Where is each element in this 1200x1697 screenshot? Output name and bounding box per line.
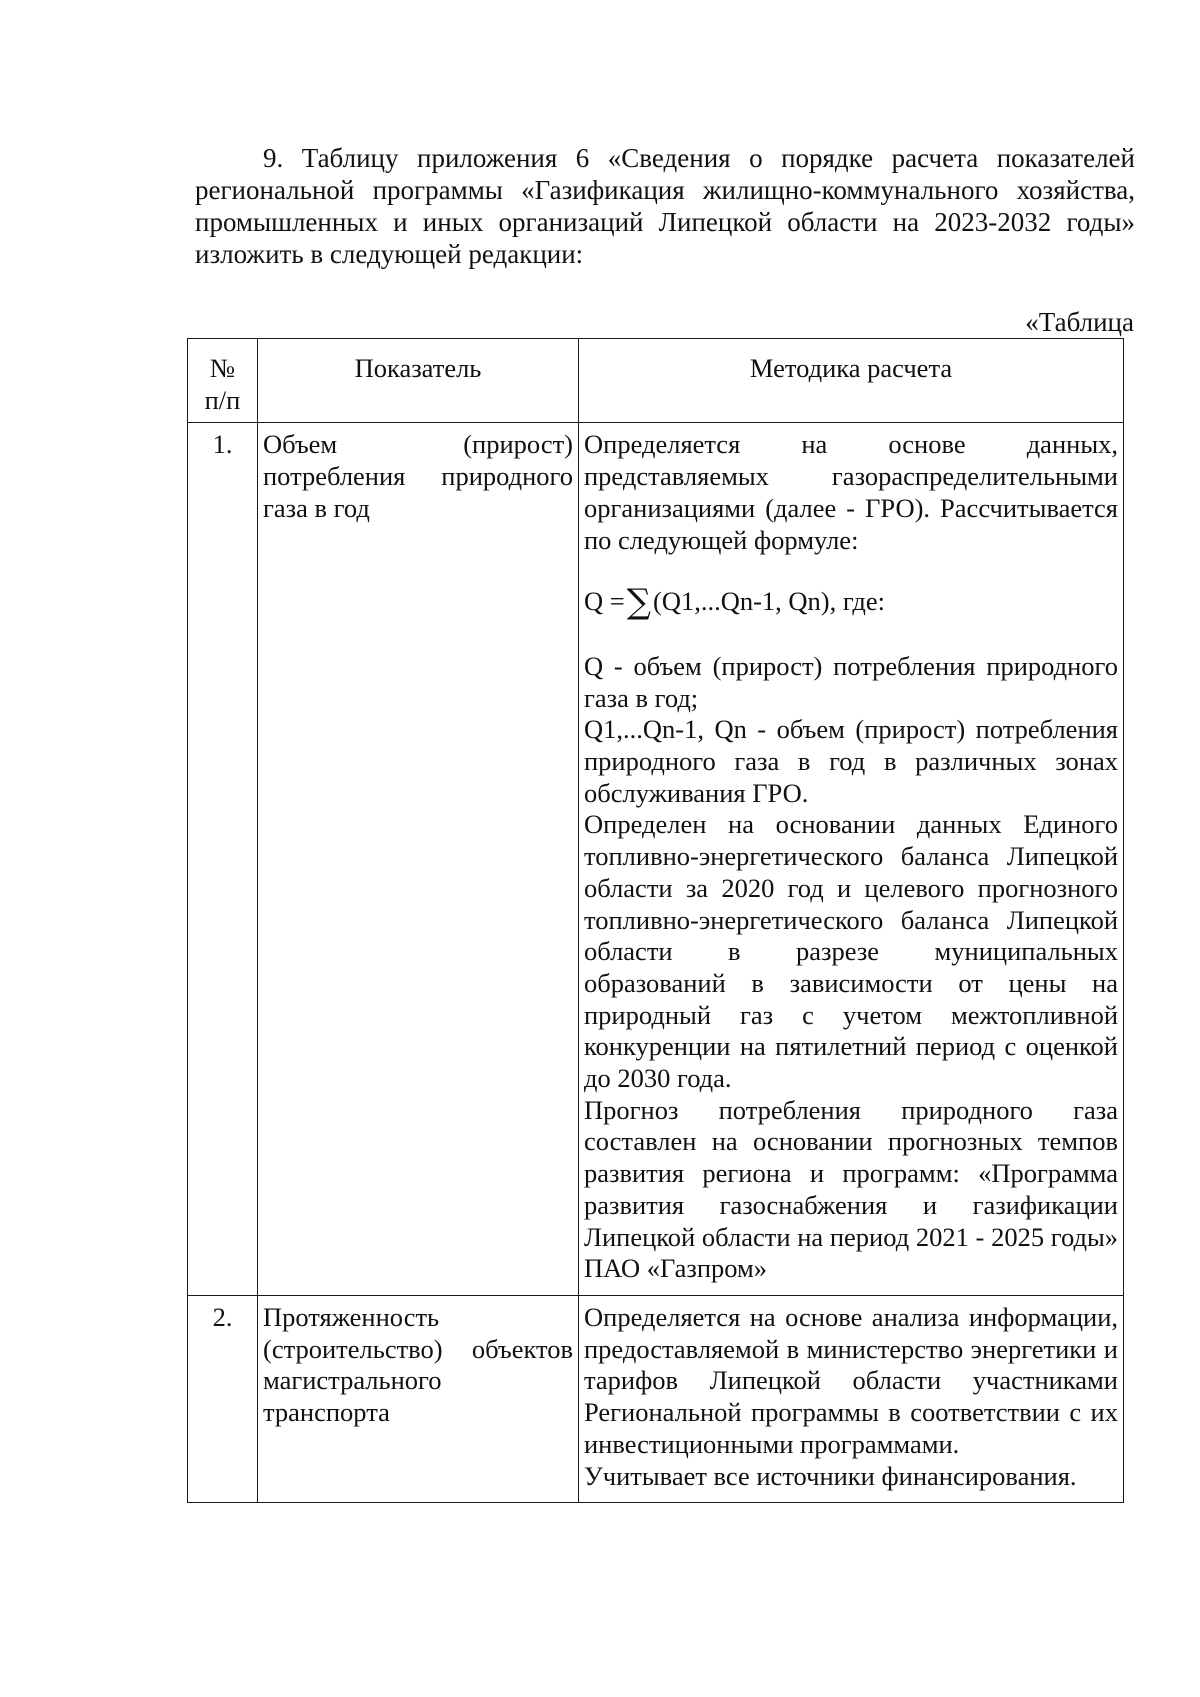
table-body [188,423,1124,1503]
table-caption: «Таблица [1025,307,1134,337]
method-paragraph-3: Прогноз потребления природного газа составлен на основании прогнозных темпов развития региона и программ: «Программа развития газоснабжения и газификации Липецкой области на период 2021 - 2025 годы» ПАО «Газпром» [584,1094,1118,1284]
sum-sign: ∑ [626,582,651,623]
formula-left: Q = [584,586,625,617]
header-num-line2: п/п [204,384,241,415]
method-intro: Определяется на основе данных, представляемых газораспределительными организациями (далее - ГРО). Рассчитывается по следующей формуле: [584,429,1118,555]
method-paragraph-2: Определен на основании данных Единого топливно-энергетического баланса Липецкой области за 2020 год и целевого прогнозного топливно-энергетического баланса Липецкой области в разрезе муниципальных образований в зависимости от цены на природный газ с учетом межтопливной конкуренции на пятилетний период с оценкой до 2030 года. [584,809,1118,1094]
row-method [579,423,1124,1296]
method-paragraph-2: Учитывает все источники финансирования. [584,1460,1077,1491]
method-paragraph-1: Определяется на основе анализа информации, предоставляемой в министерство энергетики и тарифов Липецкой области участниками Региональной программы в соответствии с их инвестиционными программами. [584,1301,1118,1459]
row-number: 1. [188,423,258,1296]
header-indicator: Показатель [258,339,579,423]
definition-q: Q - объем (прирост) потребления природного газа в год; [584,650,1118,713]
table-row [188,423,1124,1296]
header-num-line1: № [209,353,236,383]
definition-qn: Q1,...Qn-1, Qn - объем (прирост) потребления природного газа в год в различных зонах обслуживания ГРО. [584,714,1118,808]
formula-right: (Q1,...Qn-1, Qn), где: [653,586,886,617]
table-header [188,339,1124,423]
header-method: Методика расчета [579,339,1124,423]
row-indicator: Протяженность (строительство) объектов магистрального транспорта [258,1295,579,1502]
table-row [188,1295,1124,1502]
formula [584,582,1118,623]
intro-paragraph: 9. Таблицу приложения 6 «Сведения о порядке расчета показателей региональной программы «Газификация жилищно-коммунального хозяйства, промышленных и иных организаций Липецкой области на 2023-2032 годы» изложить в следующей редакции: [195,143,1135,269]
row-indicator: Объем (прирост) потребления природного газа в год [258,423,579,1296]
row-number: 2. [188,1295,258,1502]
methods-table [187,338,1124,1503]
header-row [188,339,1124,423]
row-method [579,1295,1124,1502]
header-num [188,339,258,423]
